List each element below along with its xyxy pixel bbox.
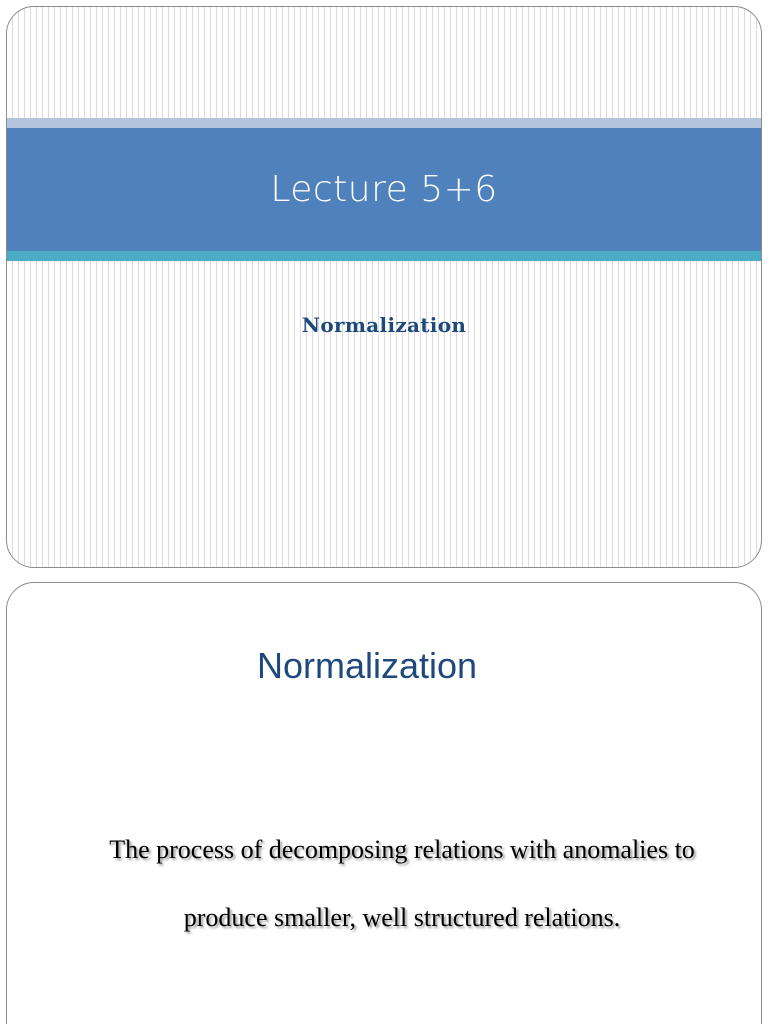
slide-title (6, 6, 762, 568)
slide-title-subtitle: Normalization (301, 313, 467, 337)
slide-heading: Normalization (256, 645, 478, 686)
body-line-2: produce smaller, well structured relations. (183, 903, 621, 932)
title-band-top-stripe (7, 118, 761, 128)
slide-title-heading: Lecture 5+6 (270, 169, 498, 210)
slide-body-text (47, 816, 757, 952)
title-band-bottom-stripe (7, 251, 761, 261)
slide-normalization (6, 582, 762, 1024)
body-line-1: The process of decomposing relations with anomalies to (109, 835, 695, 864)
